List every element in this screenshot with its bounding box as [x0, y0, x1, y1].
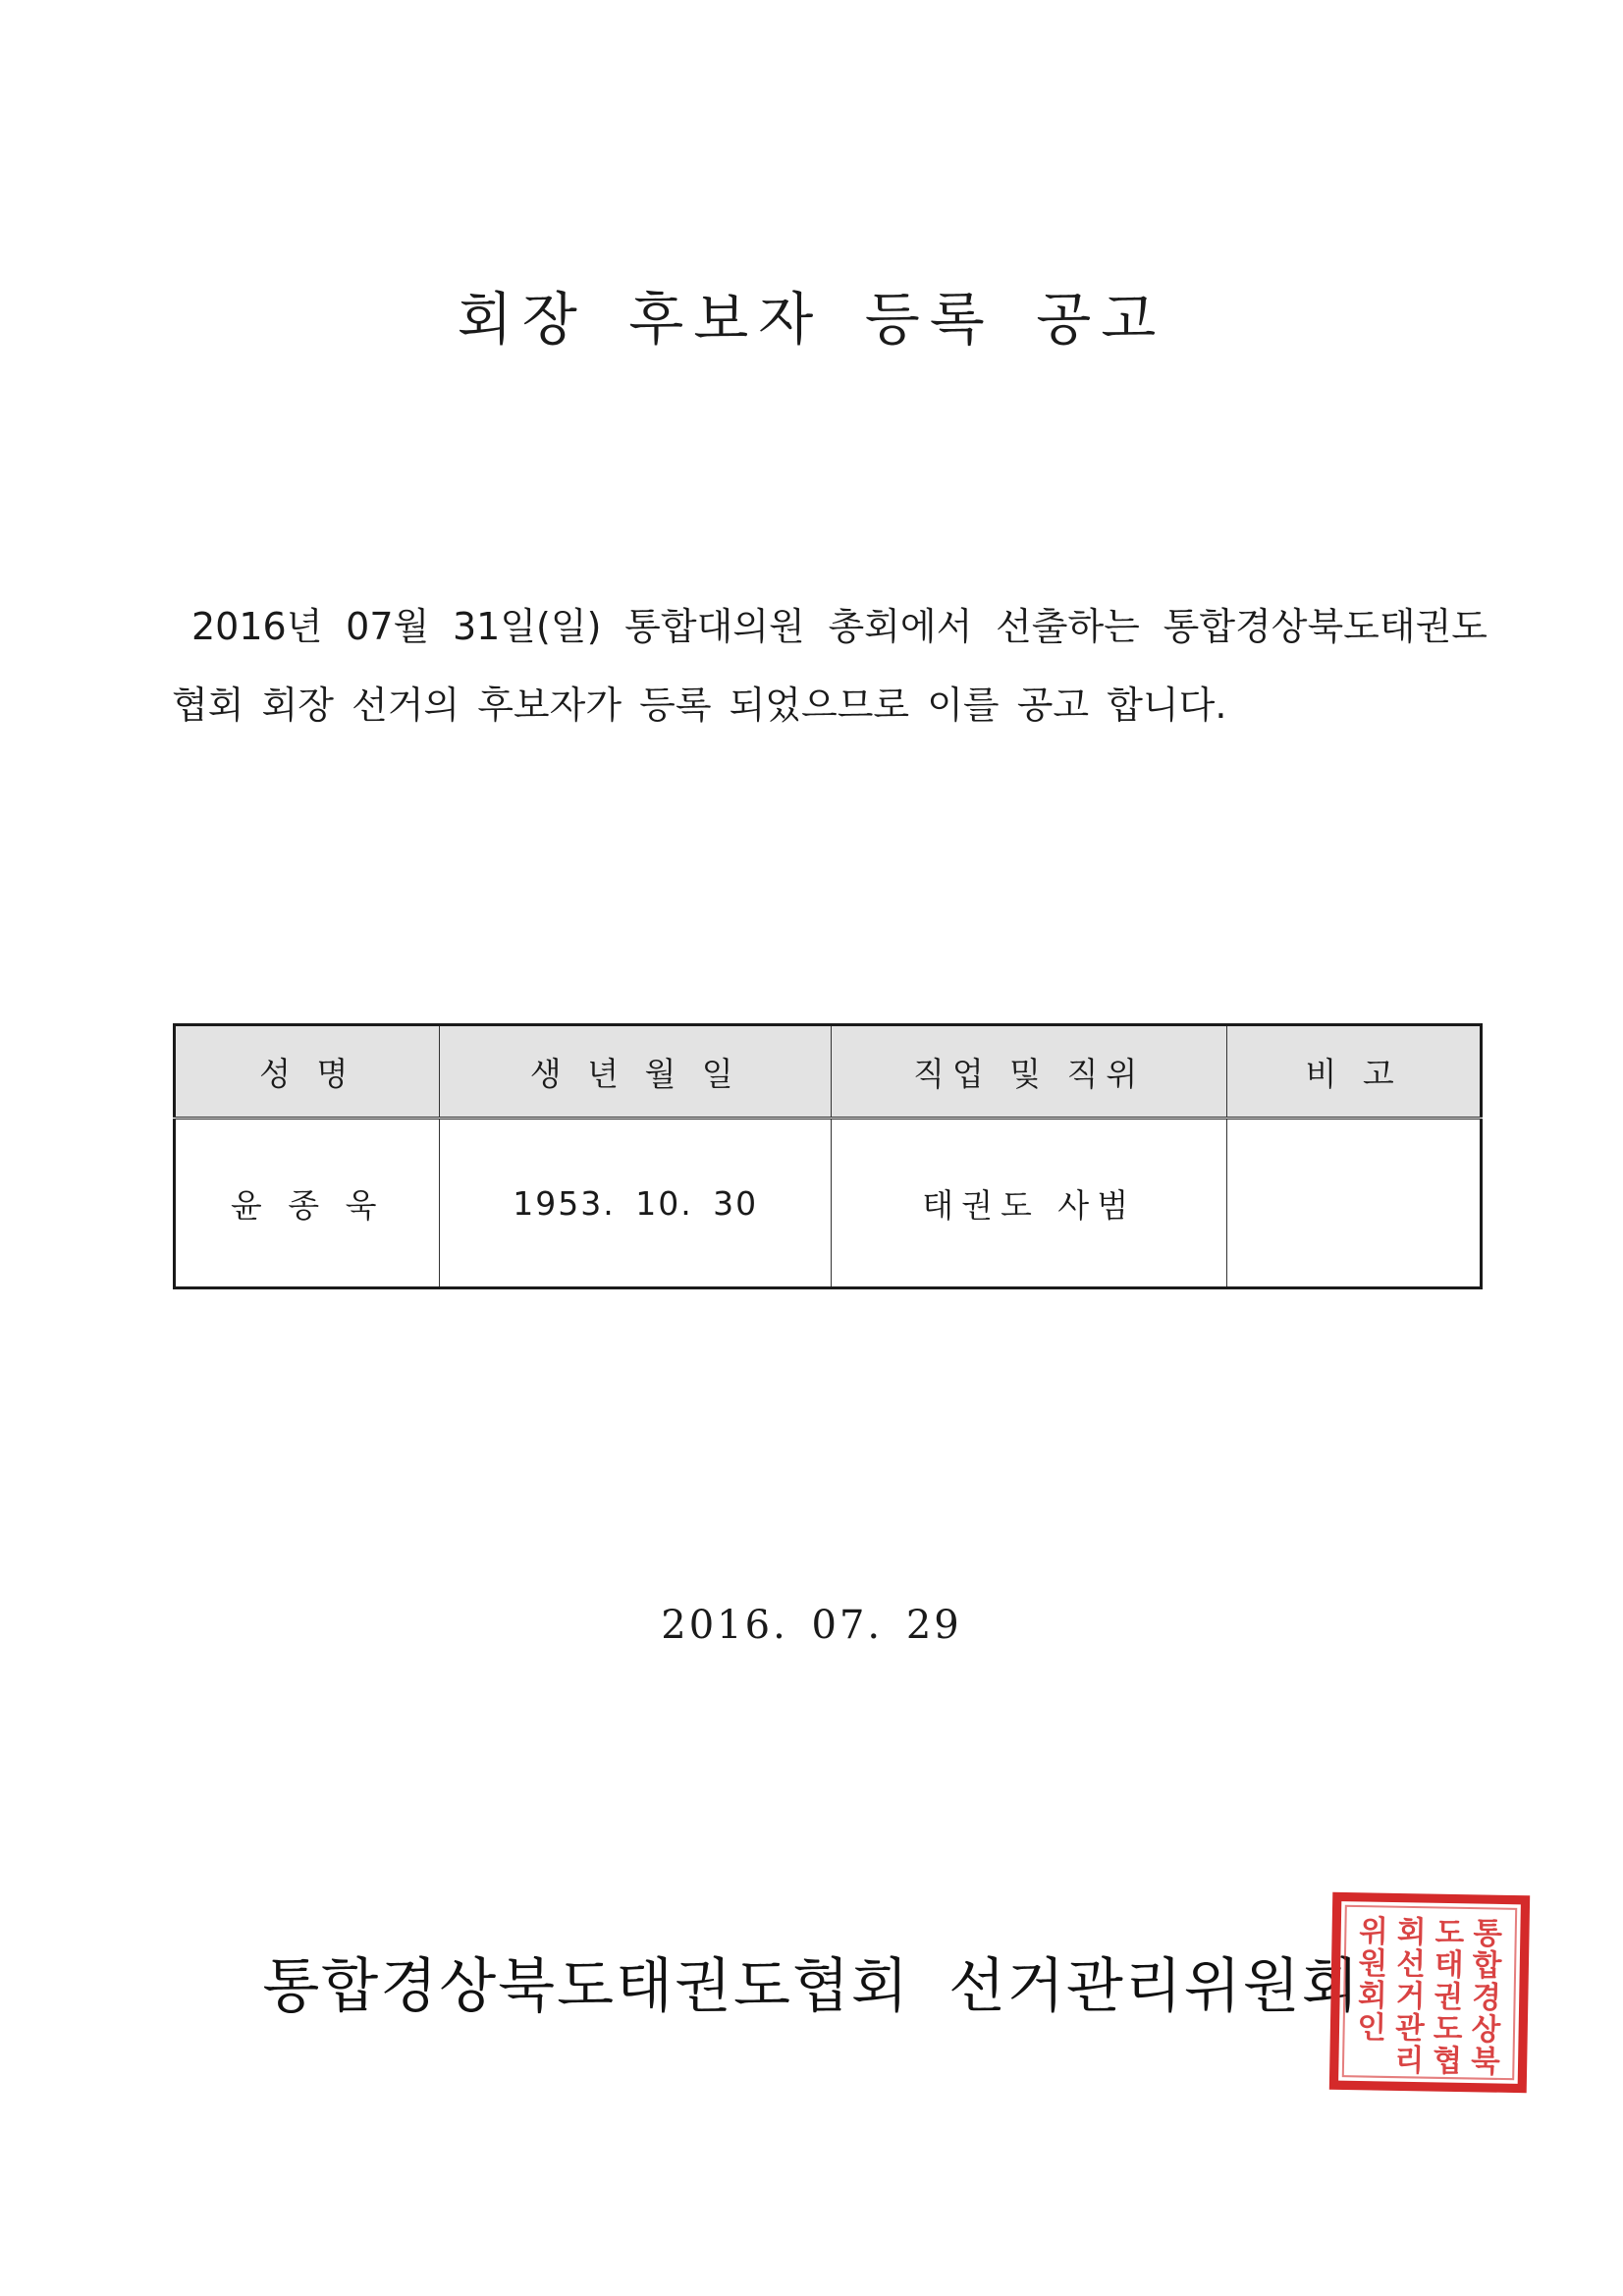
- seal-glyph: 회: [1396, 1915, 1427, 1950]
- document-title: 회장 후보자 등록 공고: [457, 286, 1166, 353]
- table-row: [175, 1119, 1482, 1288]
- seal-glyph: 태: [1434, 1947, 1464, 1984]
- header-remarks: 비 고: [1227, 1025, 1482, 1119]
- seal-glyph: 거: [1395, 1979, 1426, 2015]
- header-birthdate: 생 년 월 일: [440, 1025, 831, 1119]
- seal-glyph: 상: [1471, 2012, 1501, 2049]
- official-seal-icon: [1327, 1890, 1532, 2095]
- seal-glyph: 원: [1358, 1946, 1388, 1982]
- cell-name: 윤 종 욱: [175, 1119, 440, 1288]
- announcement-body: 2016년 07월 31일(일) 통합대의원 총회에서 선출하는 통합경상북도태권도협회 회장 선거의 후보자가 등록 되었으므로 이를 공고 합니다.: [172, 605, 1488, 727]
- seal-glyph: 도: [1434, 1916, 1465, 1951]
- seal-glyph: 경: [1471, 1981, 1502, 2016]
- seal-glyph: 도: [1433, 2011, 1463, 2048]
- issuer-name: 통합경상북도태권도협회 선거관리위원회: [262, 1952, 1361, 2021]
- seal-glyph: 통: [1473, 1916, 1503, 1952]
- header-name: 성 명: [175, 1025, 440, 1119]
- seal-glyph: 리: [1394, 2043, 1425, 2079]
- cell-occupation: 태권도 사범: [831, 1119, 1226, 1288]
- cell-birthdate: 1953. 10. 30: [440, 1119, 831, 1288]
- table-header-row: [175, 1025, 1482, 1119]
- seal-glyph: 북: [1470, 2045, 1500, 2080]
- candidate-table: [173, 1023, 1483, 1289]
- header-occupation: 직업 및 직위: [831, 1025, 1226, 1119]
- seal-glyph: 관: [1394, 2011, 1426, 2047]
- seal-glyph: 합: [1472, 1948, 1502, 1984]
- document-date: 2016. 07. 29: [661, 1603, 962, 1648]
- seal-glyph: 권: [1434, 1980, 1464, 2015]
- seal-glyph: 협: [1433, 2044, 1463, 2080]
- seal-glyph: 선: [1396, 1947, 1427, 1983]
- seal-glyph: 인: [1357, 2010, 1387, 2047]
- seal-glyph: 위: [1358, 1914, 1389, 1950]
- seal-glyph: 회: [1357, 1979, 1387, 2014]
- cell-remarks: [1227, 1119, 1482, 1288]
